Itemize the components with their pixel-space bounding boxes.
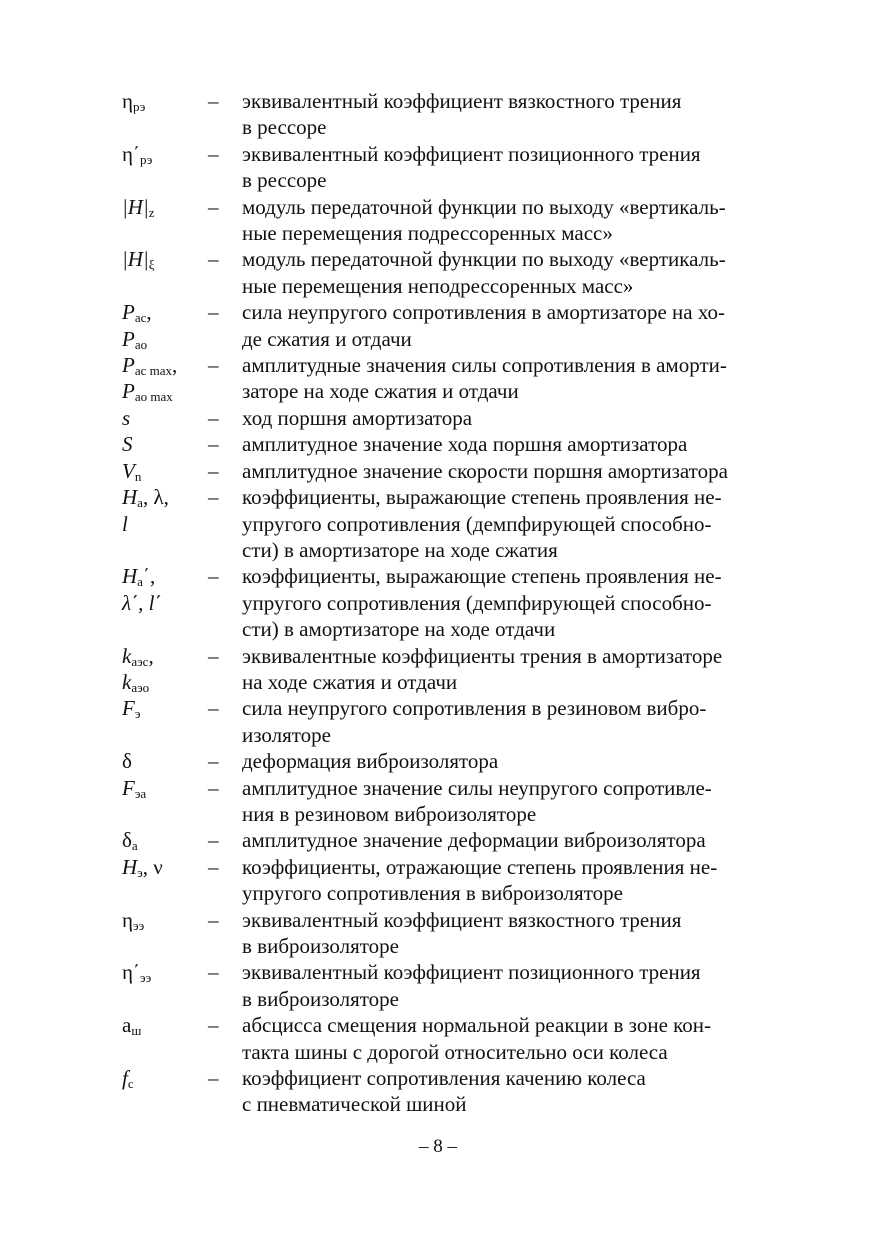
entry-description: [242, 299, 792, 352]
description-line: модуль передаточной функции по выходу «вертикаль-: [242, 194, 726, 219]
entry-symbol: [122, 854, 208, 880]
symbol-line: [122, 88, 208, 114]
symbol-entry: [122, 458, 792, 484]
entry-description: [242, 775, 792, 828]
symbol-suffix: , λ,: [142, 485, 169, 510]
symbol-line: [122, 405, 208, 431]
symbol-entry: [122, 748, 792, 774]
entry-symbol: [122, 695, 208, 721]
entry-dash: –: [208, 643, 219, 668]
symbol-subscript: э: [137, 864, 143, 880]
description-line: такта шины с дорогой относительно оси колеса: [242, 1039, 668, 1064]
entry-symbol: [122, 748, 208, 774]
entry-description: [242, 695, 792, 748]
symbol-entry: [122, 431, 792, 457]
symbol-suffix: ΄,: [142, 564, 156, 589]
symbol-line: [122, 511, 208, 537]
entry-symbol: [122, 484, 208, 537]
symbol-suffix: ,: [172, 353, 178, 378]
entry-dash: –: [208, 300, 219, 325]
symbol-subscript: а: [137, 574, 143, 590]
entry-symbol: [122, 352, 208, 405]
description-line: эквивалентный коэффициент вязкостного трения: [242, 89, 682, 113]
symbol-line: [122, 1012, 208, 1038]
symbol-main: P: [122, 379, 135, 404]
symbol-main: δ: [122, 828, 132, 853]
symbol-line: [122, 669, 208, 695]
entry-dash: –: [208, 485, 219, 510]
entry-description: [242, 854, 792, 907]
symbol-entry: [122, 854, 792, 907]
entry-dash: –: [208, 907, 219, 932]
symbol-entry: [122, 246, 792, 299]
entry-symbol: [122, 405, 208, 431]
symbol-main: k: [122, 669, 132, 694]
entry-dash: –: [208, 405, 219, 430]
symbol-entry: [122, 827, 792, 853]
symbol-main: η΄: [122, 141, 140, 166]
entry-description: [242, 563, 792, 642]
symbol-entry: [122, 959, 792, 1012]
symbol-main: S: [122, 432, 133, 457]
symbol-line: [122, 854, 208, 880]
entry-dash: –: [208, 828, 219, 853]
symbol-line: [122, 484, 208, 510]
symbol-main: P: [122, 300, 135, 325]
description-line: амплитудное значение скорости поршня амортизатора: [242, 458, 728, 483]
entry-symbol: [122, 563, 208, 616]
entry-symbol: [122, 907, 208, 933]
entry-symbol: [122, 431, 208, 457]
symbol-subscript: а: [131, 838, 138, 854]
symbol-subscript: ээ: [139, 970, 152, 986]
entry-symbol: [122, 246, 208, 272]
description-line: в рессоре: [242, 168, 327, 193]
entry-description: [242, 1065, 792, 1118]
description-line: амплитудные значения силы сопротивления в аморти-: [242, 353, 727, 378]
symbol-line: [122, 246, 208, 272]
entry-symbol: [122, 299, 208, 352]
symbol-subscript: ш: [131, 1023, 142, 1039]
description-line: упругого сопротивления в виброизоляторе: [242, 881, 623, 906]
entry-symbol: [122, 959, 208, 985]
entry-symbol: [122, 643, 208, 696]
entry-description: [242, 405, 792, 431]
symbol-subscript: ξ: [148, 257, 155, 273]
symbol-subscript: а: [137, 495, 143, 511]
description-line: сила неупругого сопротивления в амортизаторе на хо-: [242, 300, 726, 325]
symbol-entry: [122, 194, 792, 247]
symbol-line: [122, 907, 208, 933]
symbol-main: η΄: [122, 960, 140, 985]
symbol-main: P: [122, 326, 135, 351]
symbol-line: [122, 827, 208, 853]
symbol-subscript: ас: [134, 310, 147, 326]
symbol-entry: [122, 405, 792, 431]
entry-description: [242, 431, 792, 457]
entry-dash: –: [208, 458, 219, 483]
description-line: коэффициенты, отражающие степень проявления не-: [242, 854, 718, 879]
symbol-subscript: рэ: [139, 151, 153, 167]
symbol-main: H: [122, 564, 138, 589]
symbol-line: [122, 695, 208, 721]
symbol-line: [122, 352, 208, 378]
symbol-main: η: [122, 89, 133, 113]
symbol-entry: [122, 1012, 792, 1065]
symbol-entry: [122, 88, 792, 141]
entry-symbol: [122, 88, 208, 114]
symbol-entry: [122, 643, 792, 696]
symbol-main: а: [122, 1013, 132, 1038]
symbol-subscript: ао: [134, 336, 148, 352]
entry-symbol: [122, 1065, 208, 1091]
symbol-main: λ΄, l΄: [122, 590, 162, 615]
description-line: в рессоре: [242, 115, 327, 140]
symbol-entry: [122, 775, 792, 828]
symbol-main: V: [122, 458, 135, 483]
entry-description: [242, 827, 792, 853]
entry-description: [242, 194, 792, 247]
symbol-main: l: [122, 511, 128, 536]
description-line: упругого сопротивления (демпфирующей способно-: [242, 590, 712, 615]
entry-description: [242, 907, 792, 960]
entry-dash: –: [208, 1013, 219, 1038]
description-line: коэффициенты, выражающие степень проявления не-: [242, 485, 722, 510]
symbol-main: P: [122, 353, 135, 378]
symbol-subscript: эа: [134, 785, 147, 801]
symbol-line: [122, 775, 208, 801]
symbol-main: F: [122, 696, 135, 721]
description-line: эквивалентные коэффициенты трения в амортизаторе: [242, 643, 723, 668]
description-line: сти) в амортизаторе на ходе отдачи: [242, 617, 556, 642]
symbol-entry: [122, 484, 792, 563]
description-line: эквивалентный коэффициент вязкостного трения: [242, 907, 682, 932]
symbol-entry: [122, 299, 792, 352]
symbol-suffix: ,: [148, 643, 154, 668]
description-line: изоляторе: [242, 722, 331, 747]
symbol-main: |H|: [122, 194, 149, 219]
symbol-line: [122, 748, 208, 774]
entry-dash: –: [208, 775, 219, 800]
symbol-main: k: [122, 643, 132, 668]
entry-description: [242, 748, 792, 774]
symbol-subscript: с: [127, 1076, 134, 1092]
entry-dash: –: [208, 194, 219, 219]
description-line: упругого сопротивления (демпфирующей способно-: [242, 511, 712, 536]
symbol-line: [122, 299, 208, 325]
symbol-main: H: [122, 854, 138, 879]
entry-dash: –: [208, 432, 219, 457]
entry-symbol: [122, 1012, 208, 1038]
symbol-subscript: аэс: [131, 653, 149, 669]
symbol-subscript: z: [148, 204, 155, 220]
description-line: эквивалентный коэффициент позиционного трения: [242, 141, 701, 166]
symbol-subscript: n: [134, 468, 142, 484]
description-line: амплитудное значение силы неупругого сопротивле-: [242, 775, 712, 800]
entry-description: [242, 1012, 792, 1065]
entry-dash: –: [208, 696, 219, 721]
symbol-line: [122, 458, 208, 484]
description-line: ные перемещения неподрессоренных масс»: [242, 273, 634, 298]
entry-dash: –: [208, 89, 219, 113]
symbol-line: [122, 590, 208, 616]
symbol-main: s: [122, 405, 131, 430]
symbol-line: [122, 563, 208, 589]
entry-description: [242, 643, 792, 696]
entry-symbol: [122, 141, 208, 167]
symbol-main: H: [122, 485, 138, 510]
symbol-entry: [122, 563, 792, 642]
entry-description: [242, 352, 792, 405]
symbol-main: δ: [122, 749, 132, 774]
symbol-main: η: [122, 907, 133, 932]
description-line: ные перемещения подрессоренных масс»: [242, 221, 613, 246]
description-line: эквивалентный коэффициент позиционного трения: [242, 960, 701, 985]
entry-description: [242, 88, 792, 141]
entry-description: [242, 959, 792, 1012]
description-line: амплитудное значение хода поршня амортизатора: [242, 432, 688, 457]
symbol-entry: [122, 1065, 792, 1118]
description-line: коэффициент сопротивления качению колеса: [242, 1066, 646, 1091]
entry-dash: –: [208, 1066, 219, 1091]
symbol-line: [122, 326, 208, 352]
entry-symbol: [122, 775, 208, 801]
page-number: – 8 –: [419, 1136, 457, 1157]
description-line: заторе на ходе сжатия и отдачи: [242, 379, 519, 404]
description-line: амплитудное значение деформации виброизолятора: [242, 828, 706, 853]
description-line: ход поршня амортизатора: [242, 405, 473, 430]
symbol-entry: [122, 141, 792, 194]
symbol-subscript: ао max: [134, 389, 173, 405]
symbol-line: [122, 1065, 208, 1091]
description-line: сти) в амортизаторе на ходе сжатия: [242, 537, 558, 562]
entry-description: [242, 246, 792, 299]
entry-dash: –: [208, 960, 219, 985]
symbol-suffix: ,: [146, 300, 152, 325]
description-line: в виброизоляторе: [242, 986, 399, 1011]
description-line: модуль передаточной функции по выходу «вертикаль-: [242, 247, 726, 272]
symbol-line: [122, 643, 208, 669]
symbol-entry: [122, 907, 792, 960]
entry-dash: –: [208, 564, 219, 589]
entry-dash: –: [208, 141, 219, 166]
symbol-entry: [122, 695, 792, 748]
symbol-subscript: рэ: [132, 99, 146, 114]
entry-dash: –: [208, 854, 219, 879]
entry-description: [242, 458, 792, 484]
entry-dash: –: [208, 749, 219, 774]
description-line: сила неупругого сопротивления в резиновом вибро-: [242, 696, 707, 721]
entry-symbol: [122, 194, 208, 220]
description-line: де сжатия и отдачи: [242, 326, 412, 351]
symbol-main: f: [122, 1066, 128, 1091]
entry-symbol: [122, 458, 208, 484]
description-line: с пневматической шиной: [242, 1092, 467, 1117]
symbol-subscript: э: [134, 706, 141, 722]
symbol-subscript: ас max: [134, 363, 172, 379]
symbol-subscript: аэо: [131, 679, 150, 695]
symbol-suffix: , ν: [142, 854, 163, 879]
entry-description: [242, 484, 792, 563]
symbol-line: [122, 194, 208, 220]
symbol-subscript: ээ: [132, 917, 145, 933]
symbol-entry: [122, 352, 792, 405]
entry-dash: –: [208, 353, 219, 378]
description-line: ния в резиновом виброизоляторе: [242, 801, 537, 826]
description-line: на ходе сжатия и отдачи: [242, 669, 458, 694]
description-line: абсцисса смещения нормальной реакции в зоне кон-: [242, 1013, 712, 1038]
symbol-line: [122, 141, 208, 167]
entry-dash: –: [208, 247, 219, 272]
description-line: деформация виброизолятора: [242, 749, 499, 774]
entry-description: [242, 141, 792, 194]
description-line: в виброизоляторе: [242, 934, 399, 958]
symbol-list: [122, 88, 792, 1118]
symbol-main: F: [122, 775, 135, 800]
symbol-line: [122, 959, 208, 985]
symbol-line: [122, 378, 208, 404]
symbol-line: [122, 431, 208, 457]
symbol-main: |H|: [122, 247, 149, 272]
description-line: коэффициенты, выражающие степень проявления не-: [242, 564, 722, 589]
entry-symbol: [122, 827, 208, 853]
